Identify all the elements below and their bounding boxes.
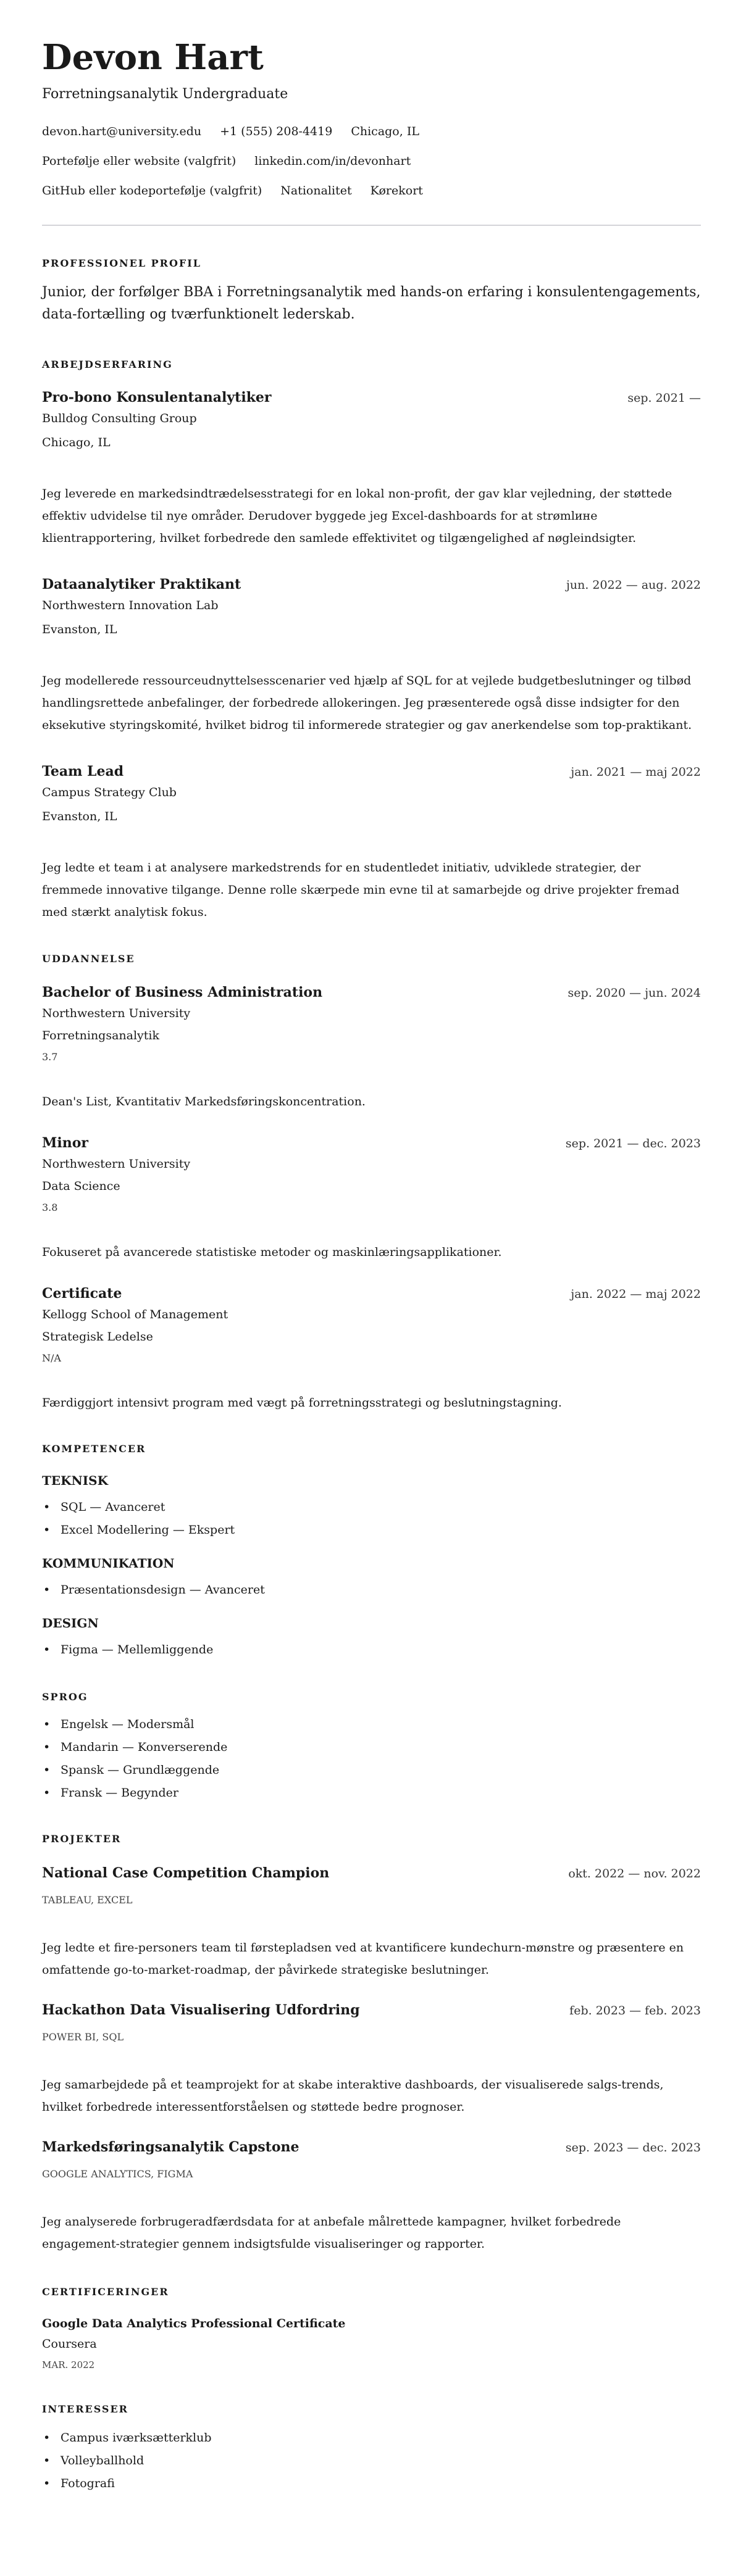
- candidate-subtitle: Forretningsanalytik Undergraduate: [42, 86, 288, 102]
- gpa: 3.8: [42, 1202, 58, 1213]
- job-location: Evanston, IL: [42, 810, 117, 823]
- item-header: [42, 1284, 701, 1303]
- gpa: N/A: [42, 1352, 61, 1364]
- edu-item: [42, 1284, 701, 1414]
- education-description: Fokuseret på avancerede statistiske metoder og maskinlæringsapplikationer.: [42, 1245, 502, 1259]
- skill-item: • Excel Modellering — Ekspert: [42, 1519, 701, 1542]
- contact-row: [42, 176, 701, 206]
- item-date: feb. 2023 — feb. 2023: [569, 2004, 701, 2017]
- contact-email[interactable]: devon.hart@university.edu: [42, 125, 202, 138]
- item-title: Markedsføringsanalytik Capstone: [42, 2139, 299, 2155]
- contact-phone: +1 (555) 208-4419: [220, 125, 333, 138]
- skill-list: [42, 1639, 701, 1661]
- item-title: Dataanalytiker Praktikant: [42, 576, 241, 592]
- language-item: • Mandarin — Konverserende: [42, 1736, 701, 1759]
- school-name: Northwestern University: [42, 1007, 191, 1020]
- job-item: [42, 575, 701, 736]
- contact-license: Kørekort: [370, 184, 423, 197]
- skills-list: [42, 1471, 701, 1661]
- section-heading-projects: PROJEKTER: [42, 1833, 122, 1845]
- language-item: • Engelsk — Modersmål: [42, 1713, 701, 1736]
- project-tech: GOOGLE ANALYTICS, FIGMA: [42, 2168, 193, 2180]
- item-date: jun. 2022 — aug. 2022: [566, 578, 701, 592]
- item-header: [42, 388, 701, 407]
- education-description: Færdiggjort intensivt program med vægt på forretningsstrategi og beslutningstagning.: [42, 1396, 562, 1410]
- section-heading-certifications: CERTIFICERINGER: [42, 2286, 169, 2298]
- job-item: [42, 762, 701, 923]
- job-item: [42, 388, 701, 549]
- item-header: [42, 575, 701, 594]
- gpa: 3.7: [42, 1051, 58, 1063]
- item-title: Bachelor of Business Administration: [42, 984, 323, 1000]
- item-header: [42, 2001, 701, 2020]
- certification-date: MAR. 2022: [42, 2359, 95, 2370]
- item-header: [42, 2138, 701, 2157]
- project-tech: POWER BI, SQL: [42, 2031, 124, 2043]
- item-title: Certificate: [42, 1286, 122, 1302]
- skill-item: • Præsentationsdesign — Avanceret: [42, 1579, 701, 1602]
- profile-summary: Junior, der forfølger BBA i Forretningsanalytik med hands-on erfaring i konsulentengagements, data-fortælling og tværfunktionelt lederskab.: [42, 285, 701, 322]
- skill-item: • Figma — Mellemliggende: [42, 1639, 701, 1661]
- header-divider: [42, 225, 701, 226]
- field-of-study: Data Science: [42, 1179, 120, 1193]
- interest-item: • Fotografi: [42, 2472, 701, 2495]
- item-date: jan. 2021 — maj 2022: [571, 765, 701, 779]
- job-location: Chicago, IL: [42, 436, 111, 449]
- edu-item: [42, 983, 701, 1113]
- item-title: Team Lead: [42, 763, 124, 779]
- item-date: sep. 2020 — jun. 2024: [567, 986, 701, 1000]
- edu-item: [42, 1134, 701, 1263]
- section-heading-education: UDDANNELSE: [42, 953, 135, 965]
- proj-item: [42, 2001, 701, 2118]
- interests-list: [42, 2427, 701, 2495]
- languages-list: [42, 1713, 701, 1805]
- field-of-study: Forretningsanalytik: [42, 1029, 160, 1042]
- projects-list: [42, 1864, 701, 2255]
- field-of-study: Strategisk Ledelse: [42, 1330, 153, 1344]
- company-name: Campus Strategy Club: [42, 786, 177, 799]
- item-date: sep. 2021 — dec. 2023: [565, 1137, 701, 1150]
- certifications-list: [42, 2314, 701, 2373]
- company-name: Bulldog Consulting Group: [42, 412, 197, 425]
- certification-issuer: Coursera: [42, 2337, 97, 2351]
- item-date: sep. 2021 —: [627, 391, 701, 405]
- contact-location: Chicago, IL: [351, 125, 419, 138]
- skill-group-title: KOMMUNIKATION: [42, 1556, 175, 1571]
- item-title: Minor: [42, 1135, 88, 1151]
- item-title: National Case Competition Champion: [42, 1865, 330, 1881]
- contact-row: [42, 146, 701, 176]
- language-item: • Fransk — Begynder: [42, 1782, 701, 1805]
- school-name: Northwestern University: [42, 1157, 191, 1171]
- interest-item: • Volleyballhold: [42, 2449, 701, 2472]
- contact-linkedin[interactable]: linkedin.com/in/devonhart: [254, 154, 411, 168]
- skill-item: • SQL — Avanceret: [42, 1496, 701, 1519]
- proj-item: [42, 2138, 701, 2255]
- project-description: Jeg analyserede forbrugeradfærdsdata for at anbefale målrettede kampagner, hvilket forbedrede engagement-strategier gennem indsigtsfulde visualiseringer og rapporter.: [42, 2215, 621, 2251]
- interest-item: • Campus iværksætterklub: [42, 2427, 701, 2449]
- project-description: Jeg ledte et fire-personers team til førstepladsen ved at kvantificere kundechurn-mønstre og præsentere en omfattende go-to-market-roadmap, der påvirkede strategiske beslutninger.: [42, 1941, 684, 1977]
- candidate-name: Devon Hart: [42, 37, 264, 78]
- item-date: sep. 2023 — dec. 2023: [565, 2141, 701, 2154]
- contact-portfolio[interactable]: Portefølje eller website (valgfrit): [42, 154, 237, 168]
- company-name: Northwestern Innovation Lab: [42, 599, 219, 612]
- item-header: [42, 762, 701, 781]
- item-header: [42, 1134, 701, 1153]
- project-description: Jeg samarbejdede på et teamprojekt for at skabe interaktive dashboards, der visualiserede salgs-trends, hvilket forbedrede interessentforståelsen og støttede bedre prognoser.: [42, 2078, 664, 2114]
- section-heading-skills: KOMPETENCER: [42, 1443, 146, 1455]
- contact-nationality: Nationalitet: [280, 184, 352, 197]
- education-description: Dean's List, Kvantitativ Markedsføringskoncentration.: [42, 1095, 366, 1108]
- school-name: Kellogg School of Management: [42, 1308, 228, 1321]
- item-date: jan. 2022 — maj 2022: [571, 1287, 701, 1301]
- section-heading-profile: PROFESSIONEL PROFIL: [42, 257, 201, 269]
- section-heading-experience: ARBEJDSERFARING: [42, 359, 173, 370]
- project-tech: TABLEAU, EXCEL: [42, 1894, 133, 1906]
- job-description: Jeg ledte et team i at analysere markedstrends for en studentledet initiativ, udviklede strategier, der fremmede innovative tilgange. Denne rolle skærpede min evne til at samarbejde og drive projekter fremad med stærkt analytisk fokus.: [42, 861, 680, 919]
- item-title: Hackathon Data Visualisering Udfordring: [42, 2002, 360, 2018]
- item-header: [42, 1864, 701, 1883]
- skill-group-title: DESIGN: [42, 1616, 99, 1631]
- item-date: okt. 2022 — nov. 2022: [568, 1867, 701, 1880]
- section-heading-languages: SPROG: [42, 1691, 88, 1703]
- section-heading-interests: INTERESSER: [42, 2403, 128, 2415]
- experience-list: [42, 388, 701, 923]
- certification-name: Google Data Analytics Professional Certificate: [42, 2317, 346, 2330]
- contact-row: [42, 117, 701, 146]
- proj-item: [42, 1864, 701, 1981]
- contact-github[interactable]: GitHub eller kodeportefølje (valgfrit): [42, 184, 262, 197]
- skill-list: [42, 1496, 701, 1542]
- language-item: • Spansk — Grundlæggende: [42, 1759, 701, 1782]
- job-location: Evanston, IL: [42, 623, 117, 636]
- job-description: Jeg leverede en markedsindtrædelsesstrategi for en lokal non-profit, der gav klar vejledning, der støttede effektiv udvidelse til nye områder. Derudover byggede jeg Excel-dashboards for at strømlинe klientrapportering, hvilket forbedrede den samlede effektivitet og tilgængelighed af nøgleindsigter.: [42, 487, 672, 545]
- skill-list: [42, 1579, 701, 1602]
- job-description: Jeg modellerede ressourceudnyttelsesscenarier ved hjælp af SQL for at vejlede budgetbeslutninger og tilbød handlingsrettede anbefalinger, der forbedrede allokeringen. Jeg præsenterede også disse indsigter for den eksekutive styringskomité, hvilket bidrog til informerede strategier og gav anerkendelse som top-praktikant.: [42, 674, 692, 732]
- skill-group-title: TEKNISK: [42, 1473, 108, 1488]
- item-title: Pro-bono Konsulentanalytiker: [42, 389, 272, 405]
- education-list: [42, 983, 701, 1414]
- item-header: [42, 983, 701, 1002]
